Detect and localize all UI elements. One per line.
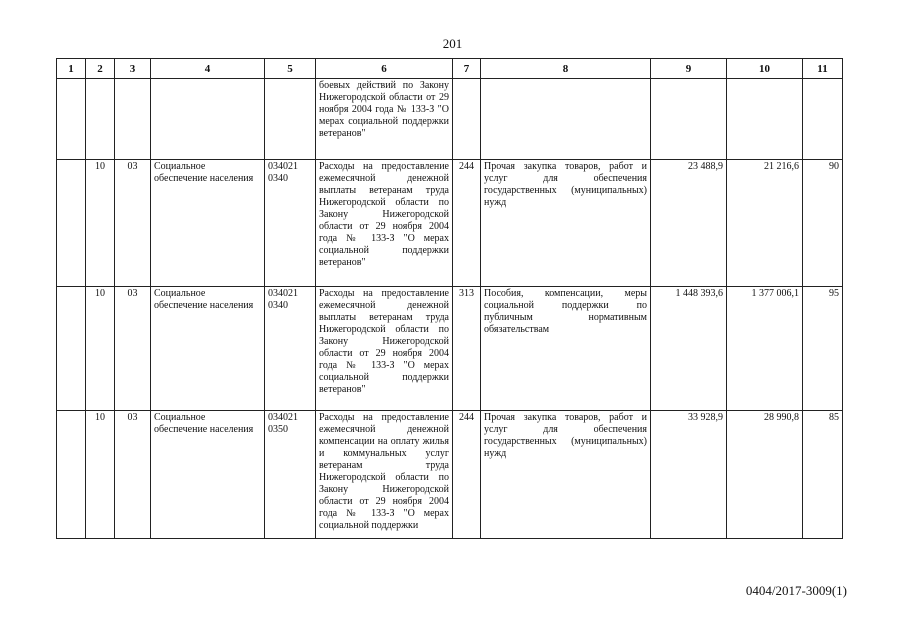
cell-section	[86, 79, 115, 160]
col-header-11: 11	[803, 59, 843, 79]
cell-section-name: Социальное обеспечение населения	[151, 160, 265, 287]
cell-target-code: 034021 0350	[265, 411, 316, 539]
cell-target-code: 034021 0340	[265, 287, 316, 411]
cell-subsection: 03	[115, 160, 151, 287]
col-header-5: 5	[265, 59, 316, 79]
cell-plan	[651, 79, 727, 160]
cell-section-name: Социальное обеспечение населения	[151, 287, 265, 411]
cell-subsection: 03	[115, 411, 151, 539]
budget-table	[56, 58, 843, 539]
col-header-1: 1	[57, 59, 86, 79]
table-row	[57, 287, 843, 411]
col-header-7: 7	[453, 59, 481, 79]
table-row	[57, 79, 843, 160]
cell-expense-type: 244	[453, 160, 481, 287]
cell-subsection	[115, 79, 151, 160]
cell-target-code	[265, 79, 316, 160]
cell-expense-type-name	[481, 79, 651, 160]
header-row	[57, 59, 843, 79]
cell-expense-description-text: Расходы на предоставление ежемесячной денежной компенсации на оплату жилья и коммунальных услуг ветеранам труда Нижегородской области по Закону Нижегородской области от 29 ноября 2004 года № 133-З "О мерах социальной поддержки	[319, 412, 449, 531]
cell-section-name: Социальное обеспечение населения	[151, 411, 265, 539]
cell-num	[57, 79, 86, 160]
col-header-4: 4	[151, 59, 265, 79]
table-row	[57, 411, 843, 539]
cell-section: 10	[86, 287, 115, 411]
cell-num	[57, 411, 86, 539]
col-header-8: 8	[481, 59, 651, 79]
cell-expense-type	[453, 79, 481, 160]
cell-plan: 1 448 393,6	[651, 287, 727, 411]
cell-expense-type: 313	[453, 287, 481, 411]
document-code: 0404/2017-3009(1)	[745, 583, 847, 598]
col-header-9: 9	[651, 59, 727, 79]
cell-section: 10	[86, 411, 115, 539]
cell-actual: 21 216,6	[727, 160, 803, 287]
cell-expense-type: 244	[453, 411, 481, 539]
cell-actual: 1 377 006,1	[727, 287, 803, 411]
cell-expense-type-name: Прочая закупка товаров, работ и услуг для обеспечения государственных (муниципальных) нужд	[481, 411, 651, 539]
cell-plan: 33 928,9	[651, 411, 727, 539]
cell-num	[57, 160, 86, 287]
cell-target-code: 034021 0340	[265, 160, 316, 287]
cell-percent	[803, 79, 843, 160]
col-header-10: 10	[727, 59, 803, 79]
cell-expense-description: Расходы на предоставление ежемесячной денежной выплаты ветеранам труда Нижегородской области по Закону Нижегородской области от 29 ноября 2004 года № 133-З "О мерах социальной поддержки ветеранов"	[316, 160, 453, 287]
cell-expense-type-name: Пособия, компенсации, меры социальной поддержки по публичным нормативным обязательствам	[481, 287, 651, 411]
cell-actual	[727, 79, 803, 160]
table-row	[57, 160, 843, 287]
col-header-6: 6	[316, 59, 453, 79]
cell-expense-description: Расходы на предоставление ежемесячной денежной выплаты ветеранам труда Нижегородской области по Закону Нижегородской области от 29 ноября 2004 года № 133-З "О мерах социальной поддержки ветеранов"	[316, 287, 453, 411]
cell-plan: 23 488,9	[651, 160, 727, 287]
cell-num	[57, 287, 86, 411]
cell-expense-description	[316, 411, 453, 539]
cell-percent: 90	[803, 160, 843, 287]
cell-percent: 85	[803, 411, 843, 539]
cell-section: 10	[86, 160, 115, 287]
cell-expense-type-name: Прочая закупка товаров, работ и услуг для обеспечения государственных (муниципальных) нужд	[481, 160, 651, 287]
col-header-3: 3	[115, 59, 151, 79]
cell-percent: 95	[803, 287, 843, 411]
cell-expense-description: боевых действий по Закону Нижегородской области от 29 ноября 2004 года № 133-З "О мерах социальной поддержки ветеранов"	[316, 79, 453, 160]
page-number: 201	[442, 36, 463, 51]
cell-subsection: 03	[115, 287, 151, 411]
cell-actual: 28 990,8	[727, 411, 803, 539]
col-header-2: 2	[86, 59, 115, 79]
cell-section-name	[151, 79, 265, 160]
